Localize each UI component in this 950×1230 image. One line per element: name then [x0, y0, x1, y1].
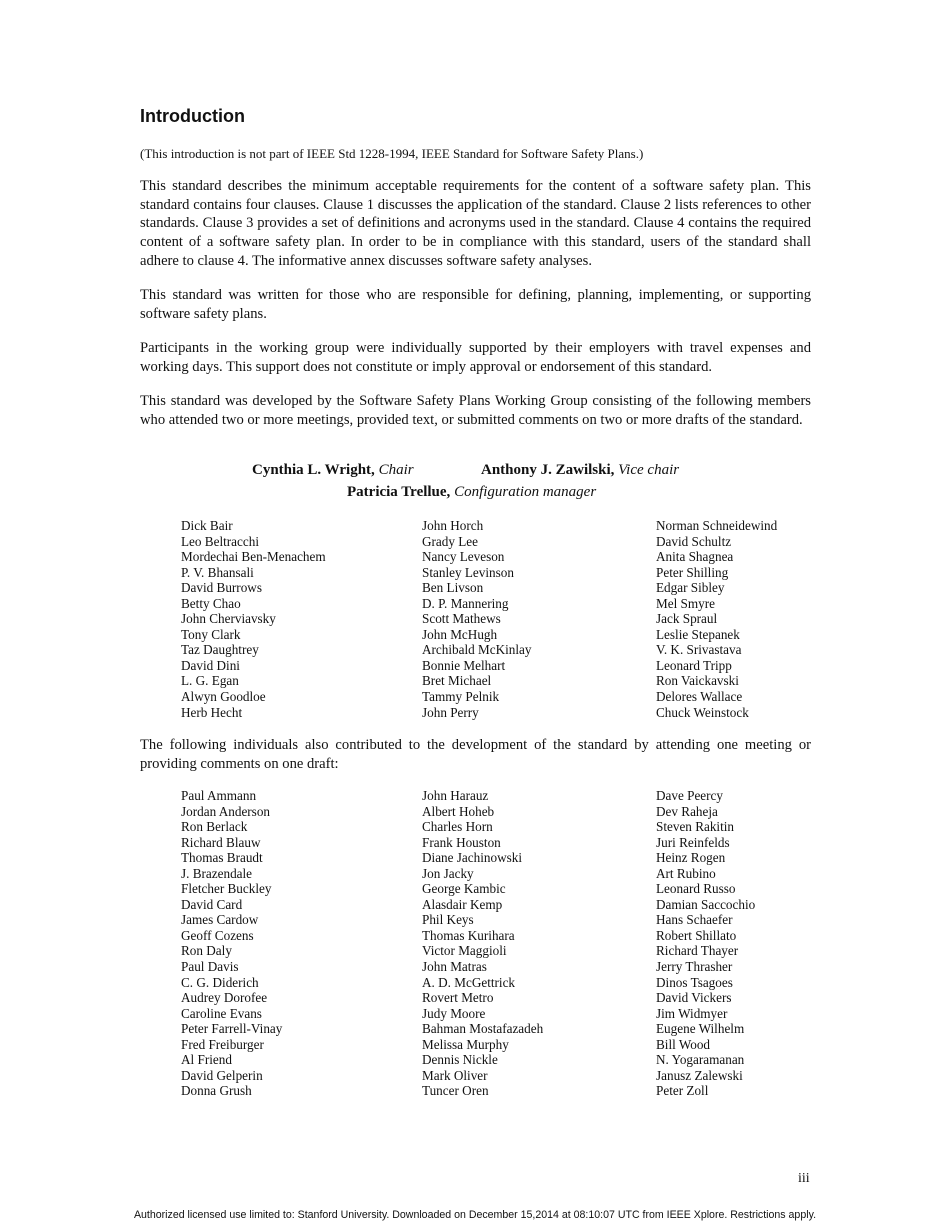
member-name: Mordechai Ben-Menachem	[181, 549, 326, 565]
member-name: Stanley Levinson	[422, 564, 514, 580]
member-name: Taz Daughtrey	[181, 642, 259, 658]
member-name: David Schultz	[656, 533, 732, 549]
member-name: David Dini	[181, 657, 240, 673]
vice-chair-line	[481, 462, 679, 479]
contributor-name: Dennis Nickle	[422, 1052, 498, 1068]
contributor-name: Peter Farrell-Vinay	[181, 1021, 283, 1037]
chair-role: Chair	[378, 462, 414, 478]
member-name: Grady Lee	[422, 533, 479, 549]
contributor-name: Juri Reinfelds	[656, 834, 730, 850]
config-manager-line	[347, 484, 596, 501]
paragraph-working-group: This standard was developed by the Software Safety Plans Working Group consisting of the following members who attended two or more meetings, provided text, or submitted comments on two or more drafts of the standard.	[140, 393, 811, 428]
contributor-name: Damian Saccochio	[656, 896, 756, 912]
member-name: Tony Clark	[181, 626, 241, 642]
contributor-name: Albert Hoheb	[422, 803, 495, 819]
vice-chair-name: Anthony J. Zawilski,	[481, 462, 615, 478]
contributor-name: David Gelperin	[181, 1067, 263, 1083]
contributor-name: Frank Houston	[422, 834, 501, 850]
member-name: L. G. Egan	[181, 673, 239, 689]
contributor-name: Judy Moore	[422, 1005, 486, 1021]
contributor-name: Victor Maggioli	[422, 943, 507, 959]
introduction-note: (This introduction is not part of IEEE Std 1228-1994, IEEE Standard for Software Safety Plans.)	[140, 146, 644, 161]
member-name: Ron Vaickavski	[656, 673, 739, 689]
member-name: Leonard Tripp	[656, 657, 732, 673]
contributor-name: Steven Rakitin	[656, 819, 735, 835]
contributor-name: A. D. McGettrick	[422, 974, 516, 990]
config-manager-name: Patricia Trellue,	[347, 484, 451, 500]
contributor-name: Leonard Russo	[656, 881, 736, 897]
contributor-name: Caroline Evans	[181, 1005, 262, 1021]
chair-name: Cynthia L. Wright,	[252, 462, 375, 478]
contributor-name: Peter Zoll	[656, 1083, 709, 1099]
member-name: Jack Spraul	[656, 611, 718, 627]
contributor-name: Jerry Thrasher	[656, 959, 733, 975]
member-name: Leo Beltracchi	[181, 533, 259, 549]
contributor-name: Alasdair Kemp	[422, 896, 503, 912]
member-name: Chuck Weinstock	[656, 704, 749, 720]
member-name: Edgar Sibley	[656, 580, 725, 596]
contributor-name: Mark Oliver	[422, 1067, 488, 1083]
member-name: Herb Hecht	[181, 704, 243, 720]
contributor-name: Ron Berlack	[181, 819, 248, 835]
member-name: D. P. Mannering	[422, 595, 509, 611]
config-manager-role: Configuration manager	[454, 484, 597, 500]
paragraph-overview: This standard describes the minimum acceptable requirements for the content of a software safety plan. This standard contains four clauses. Clause 1 discusses the application of the standard. Clause 2 lists references to other standards. Clause 3 provides a set of definitions and acronyms used in the standard. Clause 4 contains the required content of a software safety plan. In order to be in compliance with this standard, users of the standard shall adhere to clause 4. The informative annex discusses software safety analyses.	[140, 178, 811, 269]
contributor-name: Audrey Dorofee	[181, 990, 268, 1006]
chair-line	[252, 462, 414, 479]
contributor-name: Jim Widmyer	[656, 1005, 728, 1021]
contributor-name: Hans Schaefer	[656, 912, 733, 928]
member-name: V. K. Srivastava	[656, 642, 742, 658]
contributor-name: C. G. Diderich	[181, 974, 259, 990]
member-name: Leslie Stepanek	[656, 626, 740, 642]
member-name: John Horch	[422, 518, 484, 533]
contributor-name: Fred Freiburger	[181, 1036, 264, 1052]
contributor-name: Al Friend	[181, 1052, 232, 1068]
contributor-name: Paul Davis	[181, 959, 239, 975]
contributor-name: Jordan Anderson	[181, 803, 271, 819]
member-name: Nancy Leveson	[422, 549, 505, 565]
contributor-name: Thomas Braudt	[181, 850, 263, 866]
license-footer: Authorized licensed use limited to: Stanford University. Downloaded on December 15,2014 at 08:10:07 UTC from IEEE Xplore. Restrictions apply.	[133, 1209, 817, 1221]
contributors-column-1	[181, 788, 282, 1099]
paragraph-support: Participants in the working group were individually supported by their employers with travel expenses and working days. This support does not constitute or imply approval or endorsement of this standard.	[140, 340, 811, 375]
contributor-name: Bill Wood	[656, 1036, 711, 1052]
contributor-name: Eugene Wilhelm	[656, 1021, 745, 1037]
member-name: Bret Michael	[422, 673, 492, 689]
contributor-name: N. Yogaramanan	[656, 1052, 745, 1068]
contributor-name: Richard Blauw	[181, 834, 261, 850]
member-name: Bonnie Melhart	[422, 657, 506, 673]
contributor-name: Fletcher Buckley	[181, 881, 272, 897]
paragraph-audience: This standard was written for those who are responsible for defining, planning, implementing, or supporting software safety plans.	[140, 287, 811, 322]
member-name: Norman Schneidewind	[656, 518, 778, 533]
paragraph-contributors-intro: The following individuals also contributed to the development of the standard by attending one meeting or providing comments on one draft:	[140, 737, 811, 772]
members-column-3	[656, 518, 777, 720]
members-column-1	[181, 518, 326, 720]
member-name: Ben Livson	[422, 580, 484, 596]
members-column-2	[422, 518, 532, 720]
contributor-name: David Vickers	[656, 990, 732, 1006]
member-name: Archibald McKinlay	[422, 642, 532, 658]
contributor-name: Melissa Murphy	[422, 1036, 509, 1052]
contributor-name: John Matras	[422, 959, 487, 975]
contributor-name: Jon Jacky	[422, 865, 474, 881]
member-name: Mel Smyre	[656, 595, 715, 611]
contributor-name: Bahman Mostafazadeh	[422, 1021, 544, 1037]
contributor-name: David Card	[181, 896, 243, 912]
contributor-name: Geoff Cozens	[181, 927, 254, 943]
contributor-name: Thomas Kurihara	[422, 927, 515, 943]
contributor-name: Art Rubino	[656, 865, 716, 881]
contributor-name: John Harauz	[422, 788, 489, 803]
contributor-name: Richard Thayer	[656, 943, 739, 959]
contributor-name: Phil Keys	[422, 912, 474, 928]
member-name: Alwyn Goodloe	[181, 689, 266, 705]
member-name: Scott Mathews	[422, 611, 501, 627]
member-name: Peter Shilling	[656, 564, 729, 580]
member-name: John Cherviavsky	[181, 611, 276, 627]
page-title: Introduction	[140, 106, 245, 126]
member-name: Anita Shagnea	[656, 549, 734, 565]
contributor-name: Robert Shillato	[656, 927, 737, 943]
member-name: David Burrows	[181, 580, 262, 596]
member-name: Delores Wallace	[656, 689, 743, 705]
contributor-name: Donna Grush	[181, 1083, 252, 1099]
vice-chair-role: Vice chair	[618, 462, 680, 478]
contributor-name: Ron Daly	[181, 943, 232, 959]
member-name: John McHugh	[422, 626, 498, 642]
contributor-name: Janusz Zalewski	[656, 1067, 743, 1083]
contributors-column-2	[422, 788, 543, 1099]
contributor-name: Diane Jachinowski	[422, 850, 522, 866]
contributor-name: Paul Ammann	[181, 788, 257, 803]
member-name: John Perry	[422, 704, 479, 720]
contributor-name: James Cardow	[181, 912, 259, 928]
contributor-name: Dinos Tsagoes	[656, 974, 733, 990]
contributor-name: Dev Raheja	[656, 803, 718, 819]
contributor-name: George Kambic	[422, 881, 506, 897]
member-name: Tammy Pelnik	[422, 689, 500, 705]
contributor-name: Tuncer Oren	[422, 1083, 489, 1099]
contributor-name: J. Brazendale	[181, 865, 253, 881]
member-name: P. V. Bhansali	[181, 564, 254, 580]
contributor-name: Rovert Metro	[422, 990, 494, 1006]
member-name: Dick Bair	[181, 518, 233, 533]
contributors-column-3	[656, 788, 755, 1099]
contributor-name: Heinz Rogen	[656, 850, 726, 866]
contributor-name: Charles Horn	[422, 819, 493, 835]
page-number: iii	[798, 1171, 810, 1186]
member-name: Betty Chao	[181, 595, 241, 611]
contributor-name: Dave Peercy	[656, 788, 723, 803]
